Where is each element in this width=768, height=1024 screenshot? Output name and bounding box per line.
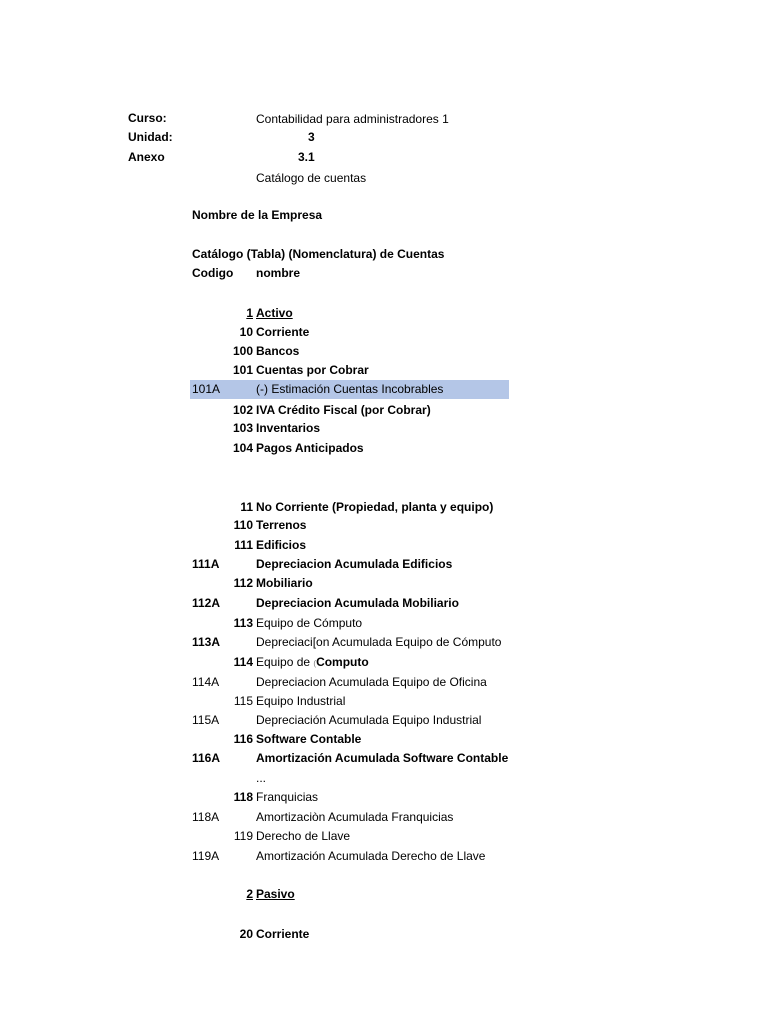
unidad-label: Unidad: [128,130,173,144]
selected-row-highlight[interactable] [190,380,509,399]
account-code: 115 [233,694,253,708]
account-code: 113 [233,616,253,630]
account-code: 119 [233,829,253,843]
corriente-name: Corriente [256,325,310,339]
account-code: 112A [192,596,221,610]
pasivo-corriente-code: 20 [239,927,253,941]
account-name: Edificios [256,538,307,552]
account-code: 104 [232,441,253,455]
account-name: Amortización Acumulada Derecho de Llave [256,849,486,863]
account-code: 113A [192,635,221,649]
account-code: 103 [232,421,253,435]
account-code: 114A [192,675,220,689]
account-name: Equipo de Cómputo [256,616,363,630]
account-name-prefix: Equipo de [256,655,314,669]
account-name: Pagos Anticipados [256,441,364,455]
account-code: 115A [192,713,220,727]
no-corriente-name: No Corriente (Propiedad, planta y equipo) [256,500,494,514]
account-name: Depreciacion Acumulada Mobiliario [256,596,459,610]
column-header-name: nombre [256,266,301,280]
account-code: 112 [233,576,253,590]
account-name: Depreciacion Acumulada Equipo de Oficina [256,675,487,689]
column-header-code: Codigo [192,266,234,280]
account-name: Depreciaci[on Acumulada Equipo de Cómputo [256,635,502,649]
catalog-subtitle: Catálogo de cuentas [256,171,367,185]
activo-name: Activo [256,306,293,320]
account-name: Amortización Acumulada Software Contable [256,751,509,765]
account-name: Terrenos [256,518,307,532]
company-name: Nombre de la Empresa [192,208,323,222]
account-code: 101A [192,382,221,396]
cell-overflow-mark: ( [313,659,317,668]
corriente-code: 10 [239,325,253,339]
account-code: 114 [233,655,253,669]
account-name [256,654,369,670]
account-name: IVA Crédito Fiscal (por Cobrar) [256,403,431,417]
pasivo-code: 2 [246,887,253,901]
no-corriente-code: 11 [240,500,253,514]
account-name: Amortizaciòn Acumulada Franquicias [256,810,454,824]
activo-code: 1 [246,306,253,320]
catalog-title: Catálogo (Tabla) (Nomenclatura) de Cuentas [192,247,445,261]
account-name: Derecho de Llave [256,829,351,843]
ellipsis-row: ... [256,771,267,785]
account-code: 118 [233,790,253,804]
anexo-label: Anexo [128,150,165,164]
account-name: Bancos [256,344,300,358]
account-name-suffix: Computo [316,655,369,669]
account-code: 111 [234,538,253,552]
account-code: 102 [232,403,253,417]
account-code: 101 [232,363,253,377]
account-code: 110 [233,518,253,532]
account-code: 111A [192,557,220,571]
account-code: 119A [192,849,220,863]
curso-label: Curso: [128,111,167,125]
account-code: 118A [192,810,220,824]
account-code: 116A [192,751,221,765]
account-code: 116 [233,732,253,746]
account-name: (-) Estimación Cuentas Incobrables [256,382,444,396]
account-code: 100 [232,344,253,358]
account-name: Equipo Industrial [256,694,346,708]
account-name: Franquicias [256,790,319,804]
account-name: Mobiliario [256,576,313,590]
unidad-value: 3 [308,130,315,144]
pasivo-corriente-name: Corriente [256,927,310,941]
account-name: Depreciacion Acumulada Edificios [256,557,453,571]
pasivo-name: Pasivo [256,887,295,901]
account-name: Depreciación Acumulada Equipo Industrial [256,713,482,727]
account-name: Software Contable [256,732,362,746]
account-name: Cuentas por Cobrar [256,363,369,377]
anexo-value: 3.1 [298,150,315,164]
curso-value: Contabilidad para administradores 1 [256,112,449,126]
account-name: Inventarios [256,421,321,435]
